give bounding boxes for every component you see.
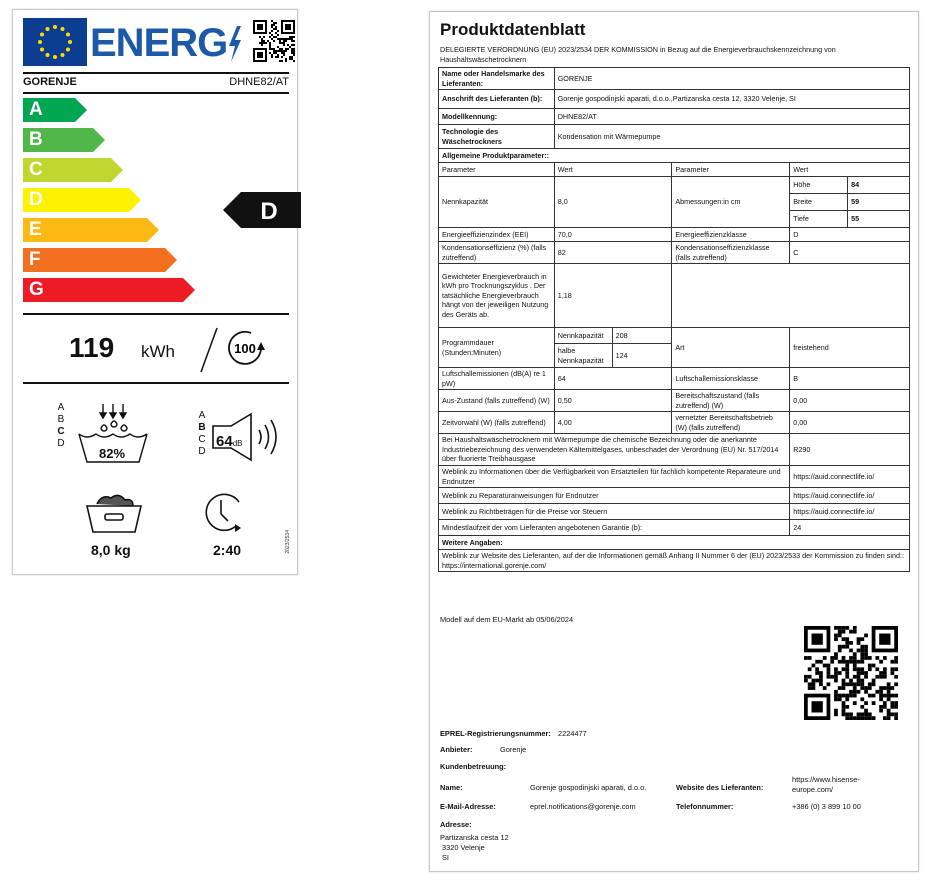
table-row — [439, 466, 910, 488]
table-cell: Programmdauer (Stunden:Minuten) — [439, 328, 555, 368]
clock-icon — [201, 490, 247, 536]
table-cell: Bereitschaftszustand (falls zutreffend) (W) — [672, 390, 790, 412]
regulation-text: DELEGIERTE VERORDNUNG (EU) 2023/2534 DER KOMMISSION in Bezug auf die Energieverbrauchskennzeichnung von Haushaltswäschetrocknern — [440, 45, 836, 64]
noise-number: 64 — [216, 433, 233, 450]
energy-consumption-value: 119 — [69, 332, 115, 363]
eu-star — [68, 40, 72, 44]
table-cell: https://auid.connectlife.io/ — [790, 466, 910, 488]
table-cell: 0,00 — [790, 390, 910, 412]
condensation-value: 82% — [99, 446, 126, 461]
capacity-value: 8,0 kg — [91, 542, 131, 558]
table-cell: Wert — [554, 163, 672, 177]
table-cell: https://auid.connectlife.io/ — [790, 488, 910, 504]
table-cell: Energieeffizienzklasse — [672, 228, 790, 242]
condensation-scale: A B C D — [57, 402, 65, 449]
table-cell: D — [790, 228, 910, 242]
class-bar — [23, 248, 165, 272]
address-label: Adresse: — [440, 820, 472, 829]
table-cell: Gorenje gospodinjski aparati, d.o.o.,Partizanska cesta 12, 3320 Velenje, SI — [554, 90, 909, 109]
class-letter: A — [29, 99, 43, 120]
class-letter: D — [29, 189, 43, 210]
market-date: Modell auf dem EU-Markt ab 05/06/2024 — [440, 615, 574, 624]
eu-star — [66, 48, 70, 52]
table-cell: C — [790, 242, 910, 264]
customer-service-label: Kundenbetreuung: — [440, 762, 507, 771]
duration-value: 2:40 — [213, 542, 242, 558]
table-row — [439, 90, 910, 109]
table-cell: Technologie des Wäschetrockners — [439, 125, 555, 149]
table-cell — [672, 264, 910, 328]
regulation-code: 2023/2534 — [285, 530, 291, 554]
eu-star — [61, 53, 65, 57]
class-bar-tip — [147, 218, 159, 242]
current-class-arrow — [223, 192, 301, 228]
product-data-sheet — [429, 11, 919, 872]
address-line: SI — [442, 853, 449, 862]
table-cell: Höhe — [790, 177, 848, 194]
table-cell: Gewichteter Energieverbrauch in kWh pro Trocknungszyklus . Der tatsächliche Energieverbrauch hängt von der jeweiligen Nutzung des Geräts ab. — [439, 264, 555, 328]
table-cell: Zeitvorwahl (W) (falls zutreffend) — [439, 412, 555, 434]
noise-value — [216, 433, 242, 450]
anbieter-value: Gorenje — [500, 745, 527, 754]
class-letter: E — [29, 219, 42, 240]
table-cell: Name oder Handelsmarke des Lieferanten: — [439, 68, 555, 90]
table-cell: Parameter — [439, 163, 555, 177]
table-cell: Anschrift des Lieferanten (b): — [439, 90, 555, 109]
table-cell: Nennkapazität — [439, 177, 555, 228]
table-cell: 0,50 — [554, 390, 672, 412]
qr-code — [253, 20, 295, 62]
lightning-icon — [227, 26, 243, 62]
table-cell: Weitere Angaben: — [439, 536, 910, 550]
table-row — [439, 412, 910, 434]
table-cell: Bei Haushaltswäschetrocknern mit Wärmepumpe die chemische Bezeichnung oder die anerkannte Industriebezeichnung des verwendeten Kältemittelgases, unbeschadet der Verordnung (EU) Nr. 517/2014 über fluorierte Treibhausgase — [439, 434, 790, 466]
table-row — [439, 328, 910, 344]
table-cell: 208 — [612, 328, 672, 344]
model-id: DHNE82/AT — [229, 76, 289, 88]
website-label: Website des Lieferanten: — [676, 783, 764, 792]
sheet-title: Produktdatenblatt — [440, 20, 586, 39]
anbieter-label: Anbieter: — [440, 745, 473, 754]
table-row — [439, 264, 910, 328]
table-cell: Luftschallemissionsklasse — [672, 368, 790, 390]
table-cell: Kondensationseffizienz (%) (falls zutreffend) — [439, 242, 555, 264]
label-header — [23, 18, 289, 68]
table-cell: Mindestlaufzeit der vom Lieferanten angebotenen Garantie (b): — [439, 520, 790, 536]
class-bar-tip — [129, 188, 141, 212]
eu-star — [53, 25, 57, 29]
qr-code — [804, 626, 898, 720]
class-letter: B — [29, 129, 43, 150]
table-row — [439, 109, 910, 125]
noise-scale: A B C D — [198, 410, 206, 457]
name-label: Name: — [440, 783, 463, 792]
table-cell: R290 — [790, 434, 910, 466]
table-cell: 59 — [848, 194, 910, 211]
table-row — [439, 68, 910, 90]
class-letter: F — [29, 249, 41, 270]
table-cell: Wert — [790, 163, 910, 177]
laundry-basket-icon — [83, 490, 145, 534]
table-row — [439, 488, 910, 504]
eu-star — [40, 33, 44, 37]
table-cell: 0,00 — [790, 412, 910, 434]
phone-label: Telefonnummer: — [676, 802, 734, 811]
table-cell: 55 — [848, 211, 910, 228]
noise-unit: dB — [232, 439, 243, 448]
table-row — [439, 163, 910, 177]
table-row — [439, 149, 910, 163]
table-row — [439, 125, 910, 149]
eu-star — [53, 55, 57, 59]
email-label: E-Mail-Adresse: — [440, 802, 496, 811]
table-cell: Parameter — [672, 163, 790, 177]
table-cell: Abmessungen:in cm — [672, 177, 790, 228]
table-cell: 64 — [554, 368, 672, 390]
cycles-value: 100 — [234, 341, 256, 356]
table-row — [439, 368, 910, 390]
table-cell: Weblink zur Website des Lieferanten, auf der die Informationen gemäß Anhang II Nummer 6 der (EU) 2023/2533 der Kommission zu finden sind:: https://international.gorenje.com/ — [439, 550, 910, 572]
table-cell: Breite — [790, 194, 848, 211]
table-row — [439, 520, 910, 536]
class-bar-tip — [111, 158, 123, 182]
table-cell: Kondensation mit Wärmepumpe — [554, 125, 909, 149]
table-row — [439, 177, 910, 194]
energy-label — [12, 9, 298, 575]
class-bar-tip — [93, 128, 105, 152]
table-cell: Weblink zu Reparaturanweisungen für Endnutzer — [439, 488, 790, 504]
table-cell: halbe Nennkapazität — [554, 344, 612, 368]
table-cell: Modellkennung: — [439, 109, 555, 125]
eu-star — [38, 40, 42, 44]
table-row — [439, 390, 910, 412]
address-line: 3320 Velenje — [442, 843, 485, 852]
email-link[interactable]: eprel.notifications@gorenje.com — [530, 802, 636, 811]
class-letter: C — [29, 159, 43, 180]
class-bar — [23, 278, 183, 302]
class-letter: G — [29, 279, 44, 300]
energy-word: ENERG — [90, 21, 228, 65]
table-row — [439, 536, 910, 550]
table-cell: Weblink zu Informationen über die Verfügbarkeit von Ersatzteilen für fachlich kompetente Reparateure und Endnutzer — [439, 466, 790, 488]
table-cell: 82 — [554, 242, 672, 264]
table-row — [439, 550, 910, 572]
table-cell: Weblink zu Richtbeträgen für die Preise vor Steuern — [439, 504, 790, 520]
table-cell: 124 — [612, 344, 672, 368]
table-cell: 1,18 — [554, 264, 672, 328]
table-cell: Art — [672, 328, 790, 368]
table-cell: Nennkapazität — [554, 328, 612, 344]
table-cell: Aus-Zustand (falls zutreffend) (W) — [439, 390, 555, 412]
product-table — [438, 67, 910, 572]
table-cell: B — [790, 368, 910, 390]
eu-star — [66, 33, 70, 37]
table-cell: freistehend — [790, 328, 910, 368]
table-cell: 84 — [848, 177, 910, 194]
table-row — [439, 504, 910, 520]
website-link[interactable]: https://www.hisense-europe.com/ — [792, 775, 860, 794]
table-cell: Energieeffizienzindex (EEI) — [439, 228, 555, 242]
brand-name: GORENJE — [23, 76, 77, 88]
table-cell: 8,0 — [554, 177, 672, 228]
energy-unit: kWh — [141, 342, 175, 361]
current-class-letter: D — [260, 198, 278, 225]
eu-star — [46, 27, 50, 31]
eu-star — [40, 48, 44, 52]
eu-star — [61, 27, 65, 31]
table-row — [439, 228, 910, 242]
table-cell: Luftschallemissionen (dB(A) re 1 pW) — [439, 368, 555, 390]
table-cell: Kondensationseffizienzklasse (falls zutreffend) — [672, 242, 790, 264]
name-value: Gorenje gospodinjski aparati, d.o.o. — [530, 783, 647, 792]
eprel-value: 2224477 — [558, 729, 587, 738]
table-cell: DHNE82/AT — [554, 109, 909, 125]
brand-row — [23, 72, 289, 94]
table-cell: 4,00 — [554, 412, 672, 434]
table-cell: GORENJE — [554, 68, 909, 90]
cycles-icon — [221, 328, 273, 368]
table-cell: https://auid.connectlife.io/ — [790, 504, 910, 520]
class-bar-tip — [165, 248, 177, 272]
table-cell: Allgemeine Produktparameter:: — [439, 149, 910, 163]
table-cell: Tiefe — [790, 211, 848, 228]
divider — [23, 382, 289, 384]
table-cell: vernetzter Bereitschaftsbetrieb (W) (falls zutreffend) — [672, 412, 790, 434]
eu-star — [46, 53, 50, 57]
divider — [23, 313, 289, 315]
slash-divider — [199, 326, 219, 374]
eu-flag-icon — [23, 18, 87, 66]
class-bar-tip — [75, 98, 87, 122]
address-line: Partizanska cesta 12 — [440, 833, 509, 842]
class-bar-tip — [183, 278, 195, 302]
table-cell: 24 — [790, 520, 910, 536]
table-row — [439, 242, 910, 264]
phone-value: +386 (0) 3 899 10 00 — [792, 802, 861, 811]
eprel-label: EPREL-Registrierungsnummer: — [440, 729, 551, 738]
table-cell: 70,0 — [554, 228, 672, 242]
table-row — [439, 434, 910, 466]
